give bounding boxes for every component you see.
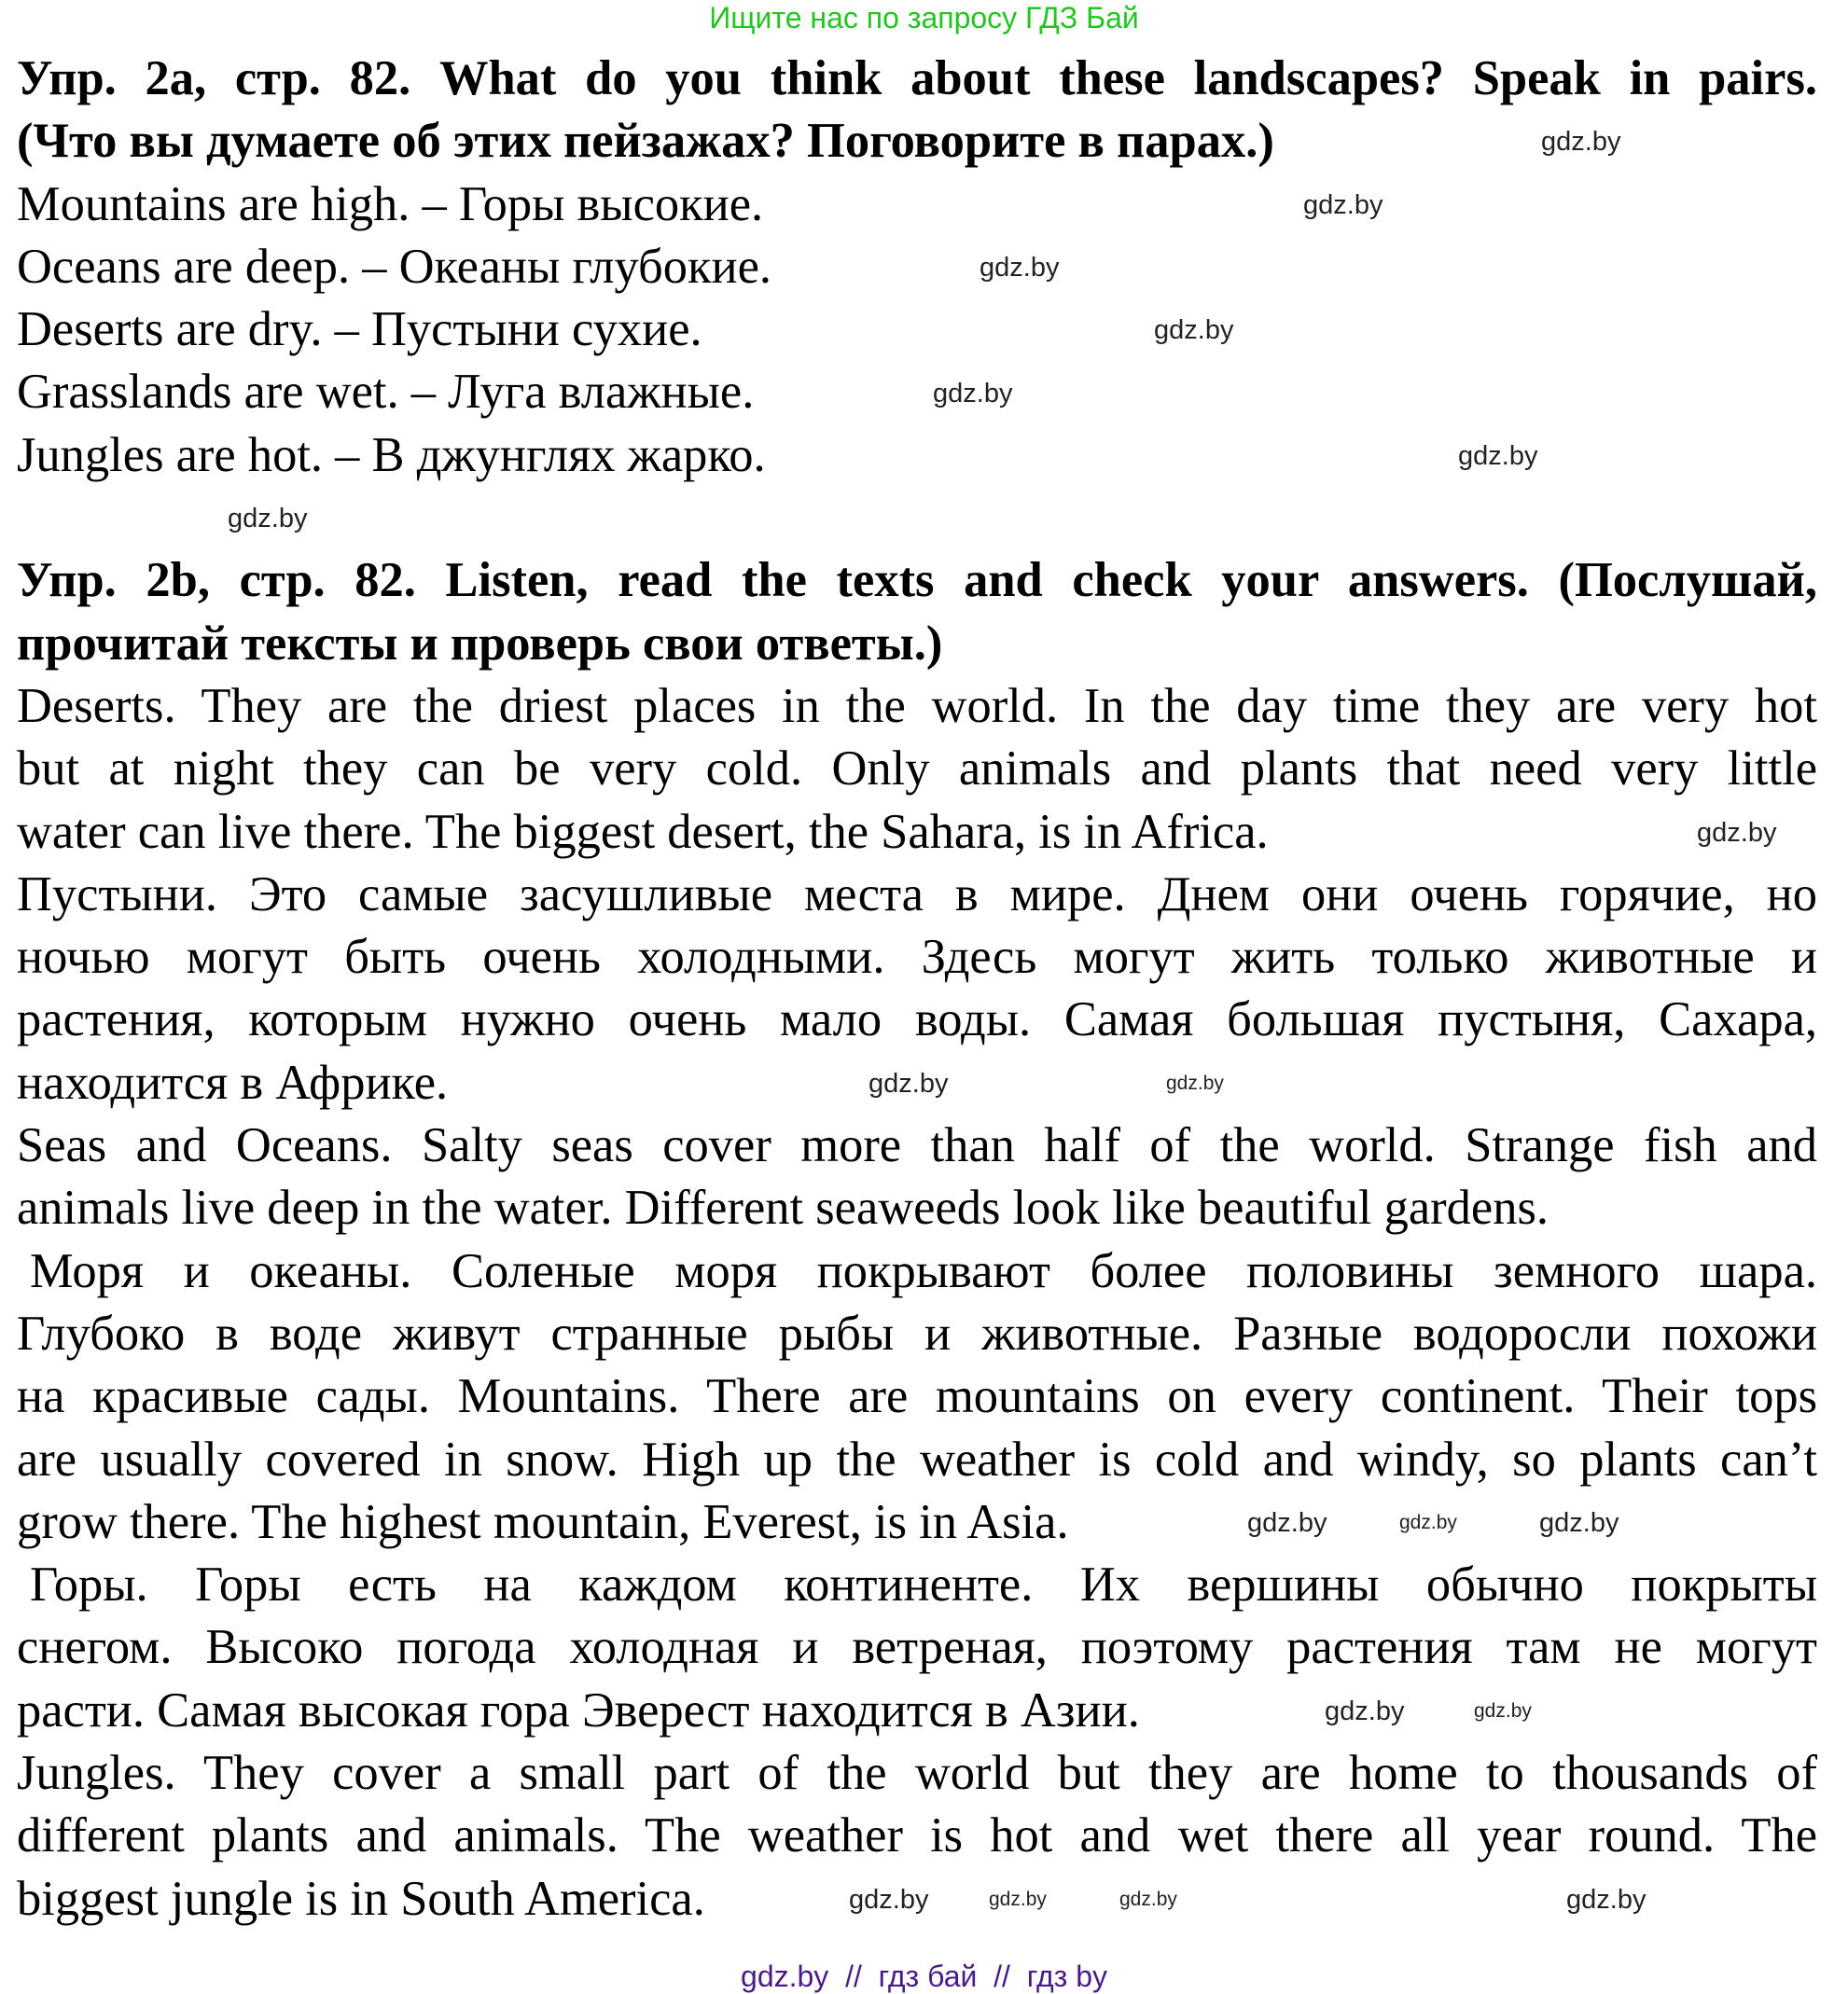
text-line: Seas and Oceans. Salty seas cover more than half of the world. Strange fish and	[17, 1118, 1817, 1173]
text-line: находится в Африке.	[17, 1055, 449, 1110]
watermark: gdz.by	[1247, 1508, 1327, 1538]
text-line: ночью могут быть очень холодными. Здесь могут жить только животные и	[17, 930, 1817, 985]
exercise-2b-heading: прочитай тексты и проверь свои ответы.)	[17, 616, 943, 671]
watermark: gdz.by	[868, 1069, 949, 1099]
document-body	[17, 48, 1817, 1931]
watermark: gdz.by	[1166, 1073, 1224, 1094]
text-line: Моря и океаны. Соленые моря покрывают более половины земного шара.	[30, 1243, 1817, 1298]
text-line: на красивые сады. Mountains. There are mountains on every continent. Their tops	[17, 1369, 1817, 1424]
text-line: grow there. The highest mountain, Everest, is in Asia.	[17, 1494, 1069, 1549]
text-line: water can live there. The biggest desert, the Sahara, is in Africa.	[17, 804, 1269, 859]
exercise-2a-heading: Упр. 2a, стр. 82. What do you think about these landscapes? Speak in pairs.	[17, 51, 1817, 105]
answer-line: Grasslands are wet. – Луга влажные.	[17, 365, 755, 420]
watermark: gdz.by	[1539, 1508, 1619, 1538]
text-line: Deserts. They are the driest places in the world. In the day time they are very hot	[17, 678, 1817, 733]
watermark: gdz.by	[1474, 1700, 1532, 1722]
text-line: Jungles. They cover a small part of the world but they are home to thousands of	[17, 1746, 1817, 1801]
watermark: gdz.by	[1399, 1512, 1457, 1533]
text-line: different plants and animals. The weather is hot and wet there all year round. The	[17, 1808, 1817, 1863]
text-line: растения, которым нужно очень мало воды. Самая большая пустыня, Сахара,	[17, 992, 1817, 1047]
watermark: gdz.by	[1566, 1885, 1647, 1915]
text-line: Глубоко в воде живут странные рыбы и животные. Разные водоросли похожи	[17, 1306, 1817, 1361]
search-banner: Ищите нас по запросу ГДЗ Бай	[709, 1, 1139, 35]
watermark: gdz.by	[1303, 190, 1383, 220]
watermark: gdz.by	[989, 1889, 1047, 1910]
watermark: gdz.by	[1154, 315, 1234, 345]
watermark: gdz.by	[1541, 127, 1621, 157]
text-line: Пустыни. Это самые засушливые места в мире. Днем они очень горячие, но	[17, 866, 1817, 921]
answer-line: Oceans are deep. – Океаны глубокие.	[17, 239, 772, 294]
watermark: gdz.by	[1697, 818, 1777, 848]
text-line: снегом. Высоко погода холодная и ветреная, поэтому растения там не могут	[17, 1620, 1817, 1675]
answer-line: Jungles are hot. – В джунглях жарко.	[17, 427, 766, 482]
text-line: Горы. Горы есть на каждом континенте. Их вершины обычно покрыты	[30, 1558, 1817, 1613]
watermark: gdz.by	[933, 379, 1013, 408]
text-line: but at night they can be very cold. Only animals and plants that need very little	[17, 741, 1817, 796]
answer-line: Deserts are dry. – Пустыни сухие.	[17, 302, 702, 357]
watermark: gdz.by	[1458, 441, 1538, 471]
text-line: biggest jungle is in South America.	[17, 1871, 705, 1926]
text-line: animals live deep in the water. Different seaweeds look like beautiful gardens.	[17, 1181, 1549, 1236]
exercise-2b-heading: Упр. 2b, стр. 82. Listen, read the texts and check your answers. (Послушай,	[17, 553, 1817, 608]
text-line: расти. Самая высокая гора Эверест находится в Азии.	[17, 1682, 1140, 1738]
text-line: are usually covered in snow. High up the weather is cold and windy, so plants can’t	[17, 1432, 1817, 1487]
footer-links: gdz.by // гдз бай // гдз by	[741, 1959, 1107, 1993]
watermark: gdz.by	[1119, 1889, 1177, 1910]
watermark: gdz.by	[849, 1885, 929, 1915]
watermark: gdz.by	[1325, 1696, 1405, 1726]
answer-line: Mountains are high. – Горы высокие.	[17, 176, 764, 231]
exercise-2a-heading-translation: (Что вы думаете об этих пейзажах? Поговорите в парах.)	[17, 114, 1274, 169]
watermark: gdz.by	[980, 253, 1060, 283]
watermark: gdz.by	[228, 504, 308, 533]
